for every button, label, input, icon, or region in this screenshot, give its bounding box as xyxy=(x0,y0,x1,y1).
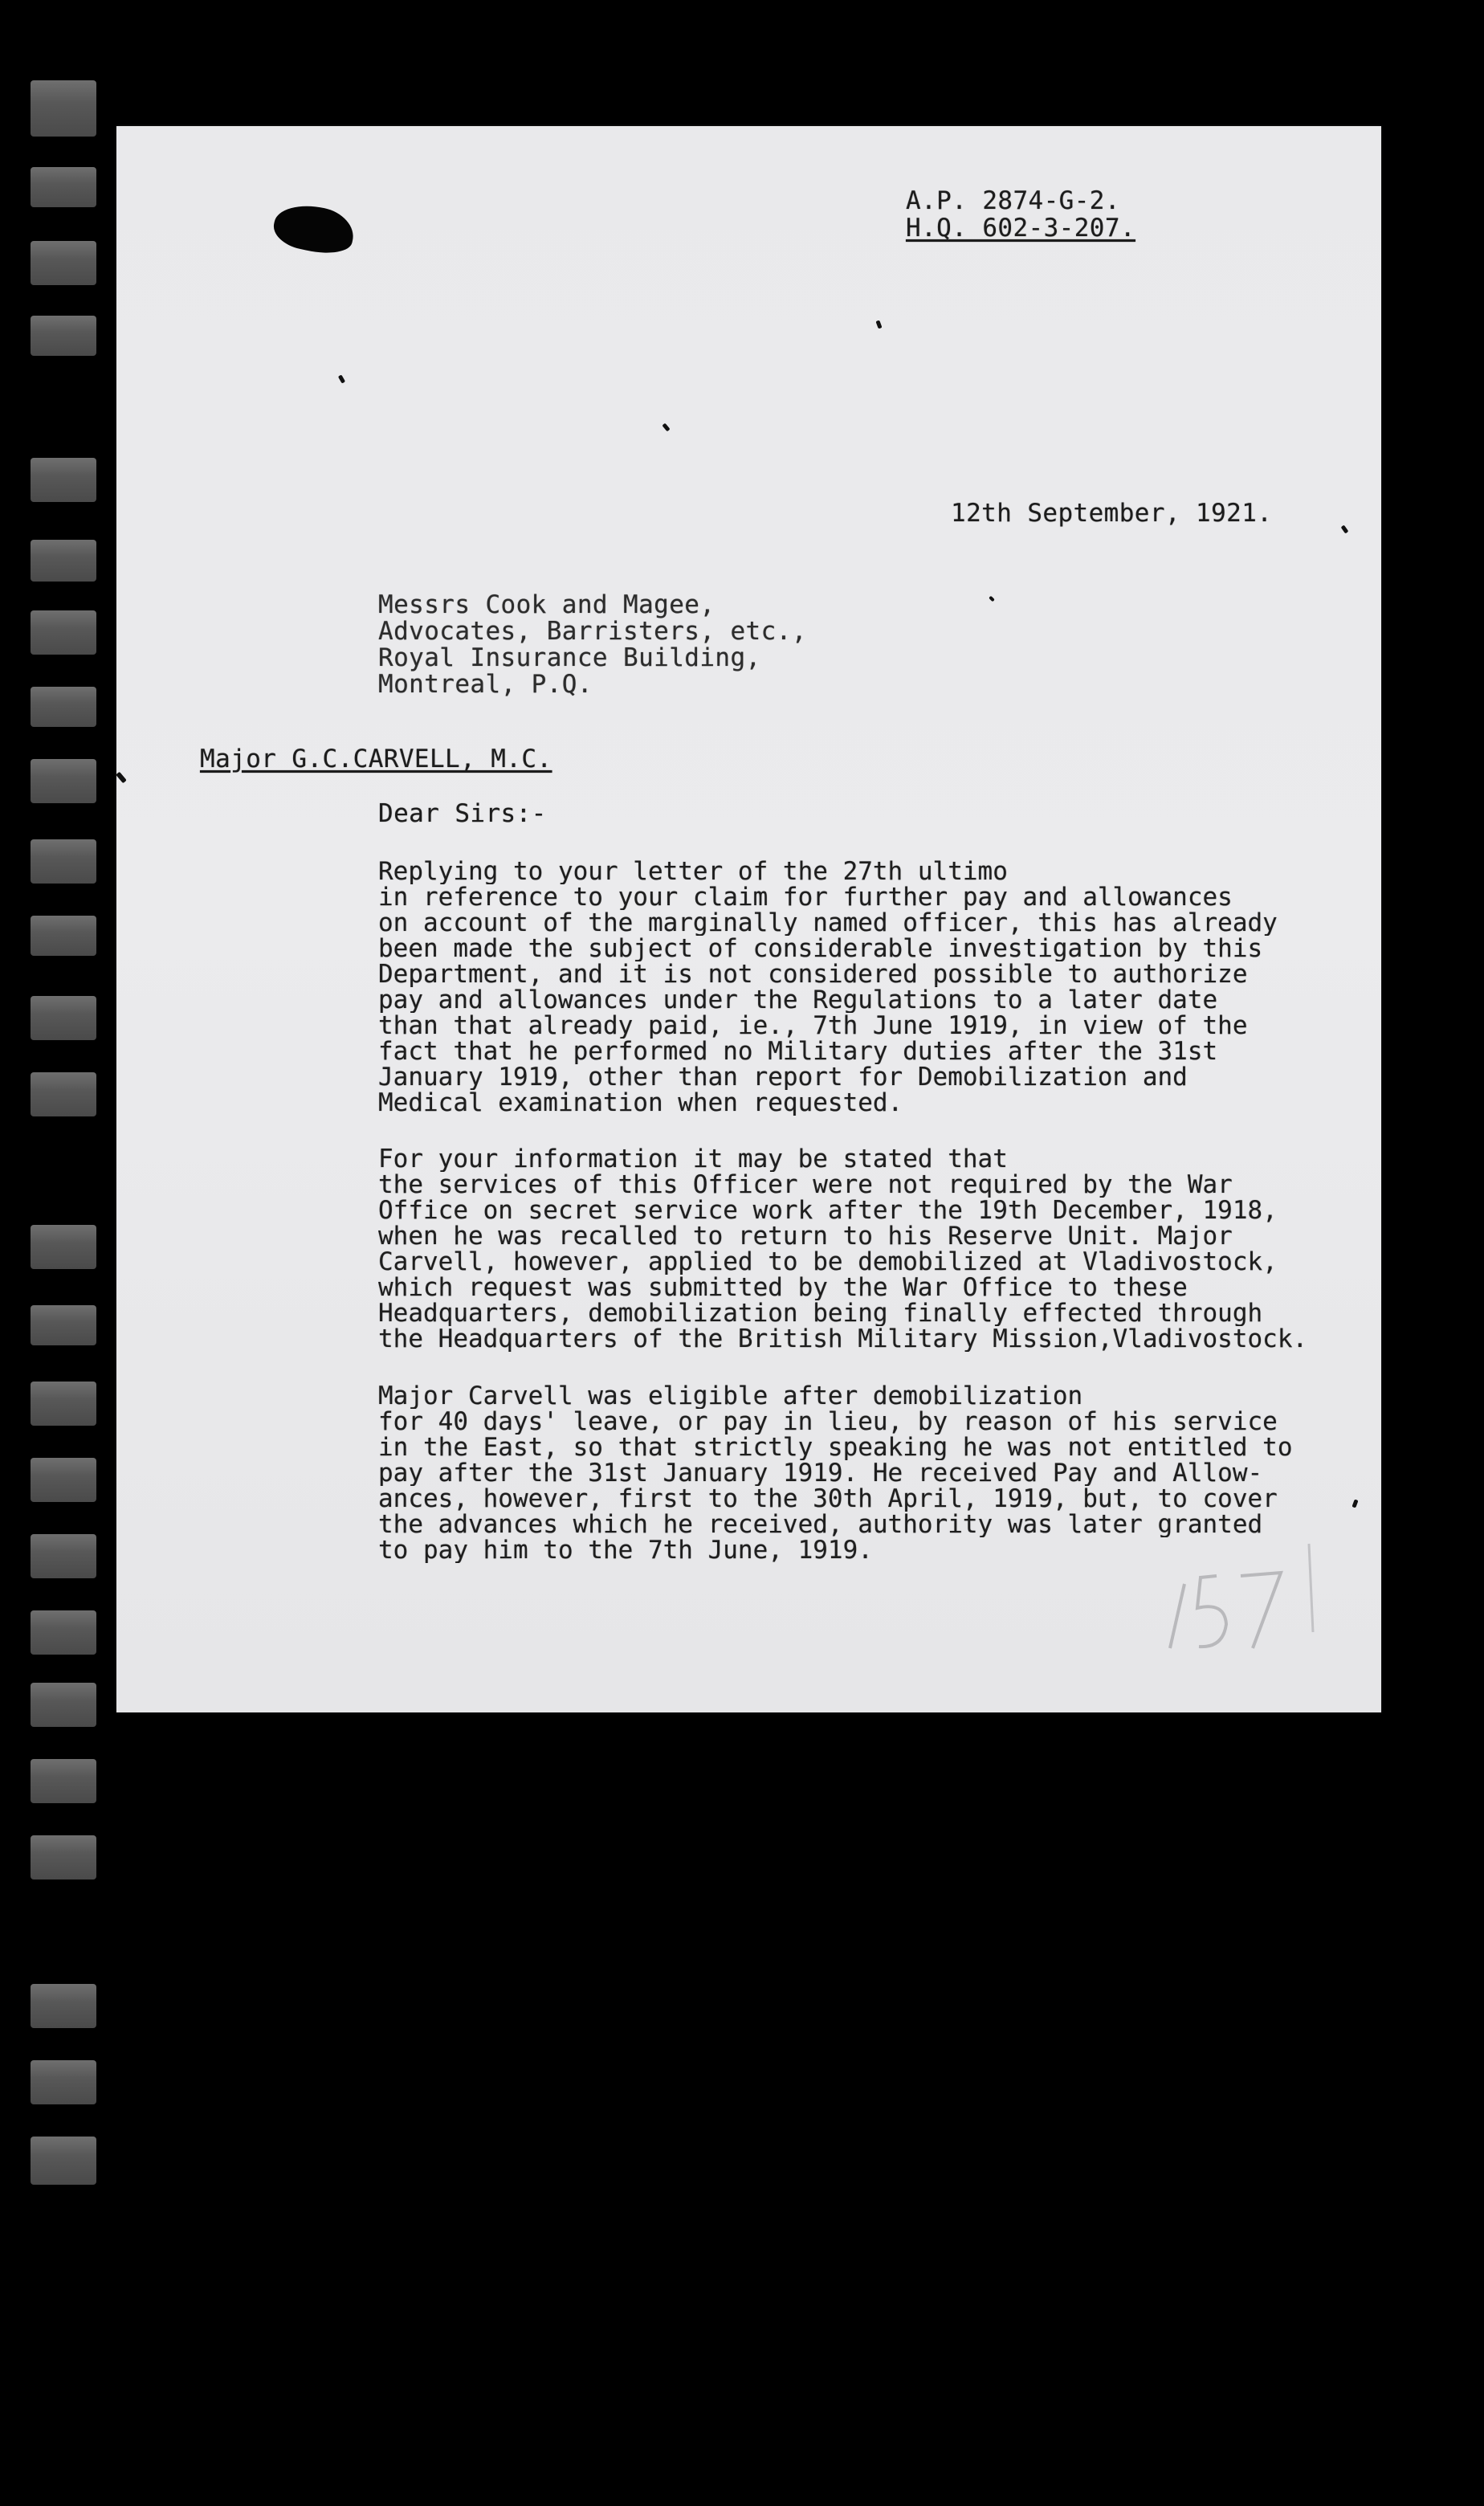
body-line: Medical examination when requested. xyxy=(378,1091,903,1116)
film-perforation xyxy=(31,241,96,285)
speck xyxy=(875,320,882,329)
film-perforation xyxy=(31,1835,96,1880)
film-perforation xyxy=(31,1534,96,1578)
reference-number: H.Q. 602-3-207. xyxy=(906,214,1135,243)
letter-page xyxy=(116,126,1381,1712)
film-perforation xyxy=(31,1225,96,1269)
body-line: Headquarters, demobilization being finally effected through xyxy=(378,1301,1263,1326)
body-line: to pay him to the 7th June, 1919. xyxy=(378,1538,873,1563)
film-perforation xyxy=(31,996,96,1040)
body-line: pay and allowances under the Regulations to a later date xyxy=(378,988,1218,1013)
addressee-line: Montreal, P.Q. xyxy=(378,670,593,699)
film-perforation xyxy=(31,759,96,803)
film-perforation xyxy=(31,316,96,356)
body-line: Carvell, however, applied to be demobilized at Vladivostock, xyxy=(378,1250,1278,1275)
body-line: when he was recalled to return to his Reserve Unit. Major xyxy=(378,1224,1233,1249)
body-line: the services of this Officer were not required by the War xyxy=(378,1173,1233,1198)
body-line: ances, however, first to the 30th April, 1919, but, to cover xyxy=(378,1487,1278,1512)
film-perforation xyxy=(31,916,96,956)
addressee-line: Messrs Cook and Magee, xyxy=(378,590,716,619)
film-perforation xyxy=(31,540,96,582)
reference-number: A.P. 2874-G-2. xyxy=(906,186,1120,215)
film-perforation xyxy=(31,610,96,655)
body-line: in the East, so that strictly speaking he was not entitled to xyxy=(378,1435,1293,1460)
film-perforation xyxy=(31,1305,96,1345)
handwritten-page-number xyxy=(1160,1528,1325,1656)
body-line: than that already paid, ie., 7th June 1919, in view of the xyxy=(378,1014,1248,1039)
body-line: January 1919, other than report for Demobilization and xyxy=(378,1065,1188,1090)
speck xyxy=(1352,1499,1358,1508)
addressee-line: Advocates, Barristers, etc., xyxy=(378,617,807,646)
subject-line: Major G.C.CARVELL, M.C. xyxy=(200,745,552,773)
film-perforation xyxy=(31,1382,96,1426)
body-line: Office on secret service work after the 19th December, 1918, xyxy=(378,1198,1278,1223)
body-line: Major Carvell was eligible after demobilization xyxy=(378,1384,1083,1409)
handwritten-note-drawing xyxy=(1160,1528,1325,1656)
speck xyxy=(116,772,127,784)
speck xyxy=(662,423,670,432)
letter-date: 12th September, 1921. xyxy=(951,499,1273,528)
speck xyxy=(989,596,995,602)
film-perforation xyxy=(31,1984,96,2028)
ink-blot xyxy=(270,198,357,259)
film-perforation xyxy=(31,1759,96,1803)
film-perforation xyxy=(31,80,96,137)
body-line: in reference to your claim for further pay and allowances xyxy=(378,885,1233,910)
body-line: For your information it may be stated that xyxy=(378,1147,1008,1172)
film-perforation xyxy=(31,687,96,727)
addressee-line: Royal Insurance Building, xyxy=(378,643,761,672)
body-line: pay after the 31st January 1919. He received Pay and Allow- xyxy=(378,1461,1263,1486)
body-line: fact that he performed no Military duties after the 31st xyxy=(378,1039,1218,1064)
body-line: the Headquarters of the British Military Mission,Vladivostock. xyxy=(378,1327,1308,1352)
film-perforation xyxy=(31,1072,96,1116)
body-line: which request was submitted by the War Office to these xyxy=(378,1275,1188,1300)
salutation: Dear Sirs:- xyxy=(378,799,547,828)
body-line: Department, and it is not considered possible to authorize xyxy=(378,962,1248,987)
body-line: Replying to your letter of the 27th ultimo xyxy=(378,859,1008,884)
body-line: the advances which he received, authority was later granted xyxy=(378,1512,1263,1537)
speck xyxy=(338,374,345,383)
body-line: on account of the marginally named officer, this has already xyxy=(378,911,1278,936)
film-perforation xyxy=(31,167,96,207)
film-perforation xyxy=(31,2060,96,2104)
body-line: for 40 days' leave, or pay in lieu, by reason of his service xyxy=(378,1410,1278,1435)
film-perforation xyxy=(31,1610,96,1655)
film-perforation xyxy=(31,2137,96,2185)
film-perforation xyxy=(31,458,96,502)
body-line: been made the subject of considerable investigation by this xyxy=(378,937,1263,961)
speck xyxy=(1341,524,1349,533)
film-perforation xyxy=(31,1458,96,1502)
film-perforation xyxy=(31,1683,96,1727)
film-perforation xyxy=(31,839,96,884)
